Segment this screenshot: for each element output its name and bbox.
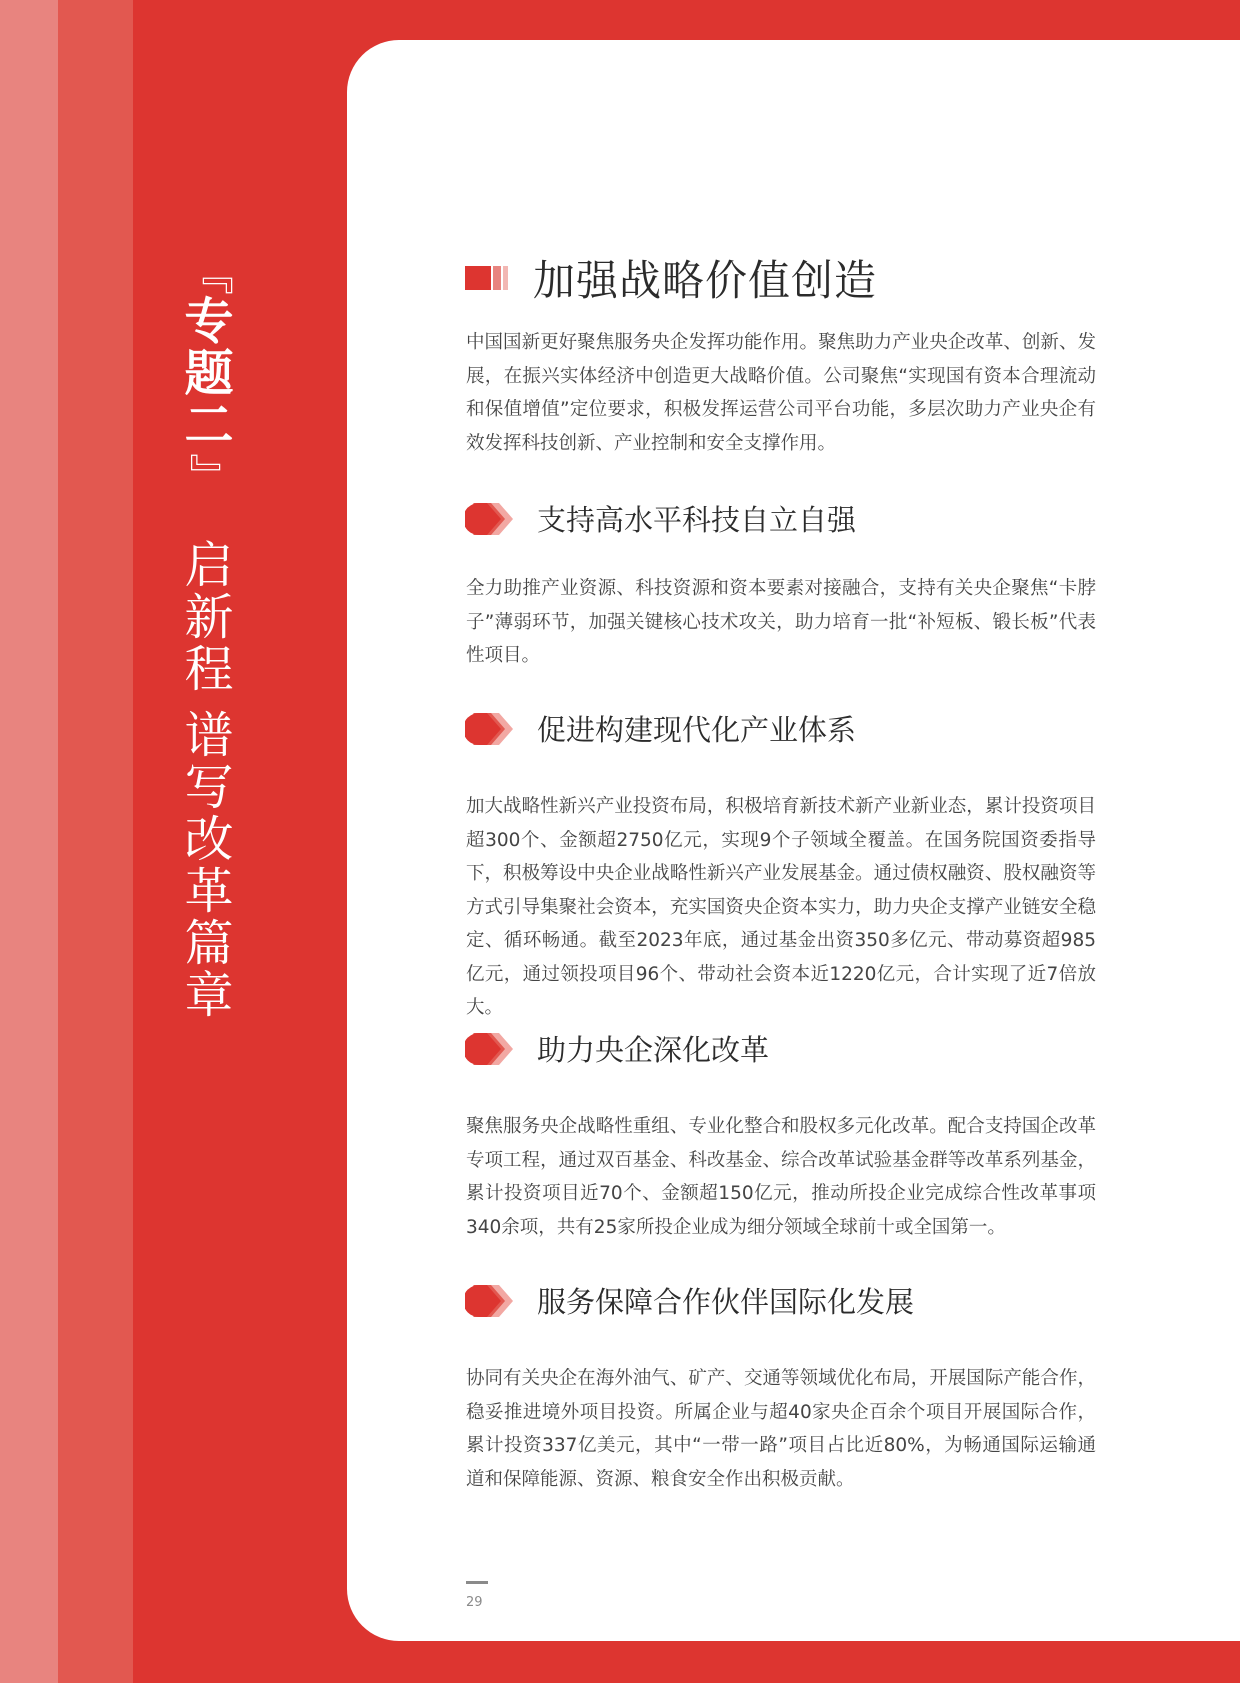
title-char: 革 bbox=[184, 863, 234, 920]
section-heading-4 bbox=[465, 1280, 914, 1321]
section-body: 协同有关央企在海外油气、矿产、交通等领域优化布局，开展国际产能合作，稳妥推进境外项目投资。所属企业与超40家央企百余个项目开展国际合作，累计投资337亿美元，其中“一带一路”项目占比近80%，为畅通国际运输通道和保障能源、资源、粮食安全作出积极贡献。 bbox=[466, 1368, 1096, 1490]
vertical-chapter-title bbox=[178, 250, 240, 1022]
section-body: 全力助推产业资源、科技资源和资本要素对接融合，支持有关央企聚焦“卡脖子”薄弱环节，加强关键核心技术攻关，助力培育一批“补短板、锻长板”代表性项目。 bbox=[466, 578, 1096, 666]
section-heading-2 bbox=[465, 708, 856, 749]
bracket-close: 』 bbox=[184, 453, 235, 497]
title-char: 谱 bbox=[184, 707, 234, 764]
page-title: 加强战略价值创造 bbox=[533, 256, 878, 305]
section-heading-3 bbox=[465, 1028, 769, 1069]
page-number: 29 bbox=[466, 1595, 483, 1610]
decorative-stripe-light bbox=[0, 0, 58, 1683]
section-title: 促进构建现代化产业体系 bbox=[537, 713, 857, 747]
red-chevron-icon bbox=[465, 1285, 513, 1317]
topic-char: 题 bbox=[184, 345, 234, 402]
red-chevron-icon bbox=[465, 503, 513, 535]
section-title: 助力央企深化改革 bbox=[537, 1033, 770, 1067]
chapter-title-line-2 bbox=[184, 707, 234, 1024]
page-number-divider bbox=[466, 1581, 488, 1584]
section-body: 聚焦服务央企战略性重组、专业化整合和股权多元化改革。配合支持国企改革专项工程，通过双百基金、科改基金、综合改革试验基金群等改革系列基金，累计投资项目近70个、金额超150亿元，推动所投企业完成综合性改革事项340余项，共有25家所投企业成为细分领域全球前十或全国第一。 bbox=[466, 1116, 1096, 1238]
title-char: 新 bbox=[184, 589, 234, 646]
section-title: 支持高水平科技自立自强 bbox=[537, 503, 857, 537]
title-char: 章 bbox=[184, 967, 234, 1024]
section-title: 服务保障合作伙伴国际化发展 bbox=[537, 1285, 915, 1319]
topic-label bbox=[184, 293, 234, 454]
decorative-stripe-mid bbox=[58, 0, 133, 1683]
intro-paragraph: 中国国新更好聚焦服务央企发挥功能作用。聚焦助力产业央企改革、创新、发展，在振兴实体经济中创造更大战略价值。公司聚焦“实现国有资本合理流动和保值增值”定位要求，积极发挥运营公司平台功能，多层次助力产业央企有效发挥科技创新、产业控制和安全支撑作用。 bbox=[466, 332, 1096, 454]
section-heading-1 bbox=[465, 498, 856, 539]
red-bars-icon bbox=[465, 266, 511, 290]
title-char: 篇 bbox=[184, 915, 234, 972]
topic-char: 专 bbox=[184, 293, 234, 350]
title-char: 启 bbox=[184, 537, 234, 594]
section-body: 加大战略性新兴产业投资布局，积极培育新技术新产业新业态，累计投资项目超300个、金额超2750亿元，实现9个子领域全覆盖。在国务院国资委指导下，积极筹设中央企业战略性新兴产业发展基金。通过债权融资、股权融资等方式引导集聚社会资本，充实国资央企资本实力，助力央企支撑产业链安全稳定、循环畅通。截至2023年底，通过基金出资350多亿元、带动募资超985亿元，通过领投项目96个、带动社会资本近1220亿元，合计实现了近7倍放大。 bbox=[466, 796, 1096, 1018]
red-chevron-icon bbox=[465, 713, 513, 745]
chapter-title-line-1 bbox=[184, 537, 234, 698]
red-chevron-icon bbox=[465, 1033, 513, 1065]
title-char: 写 bbox=[184, 759, 234, 816]
main-heading bbox=[465, 248, 877, 308]
topic-char: 二 bbox=[184, 397, 234, 454]
title-char: 程 bbox=[184, 641, 234, 698]
title-char: 改 bbox=[184, 811, 234, 868]
content-panel bbox=[347, 40, 1240, 1641]
bracket-open: 『 bbox=[184, 251, 235, 295]
